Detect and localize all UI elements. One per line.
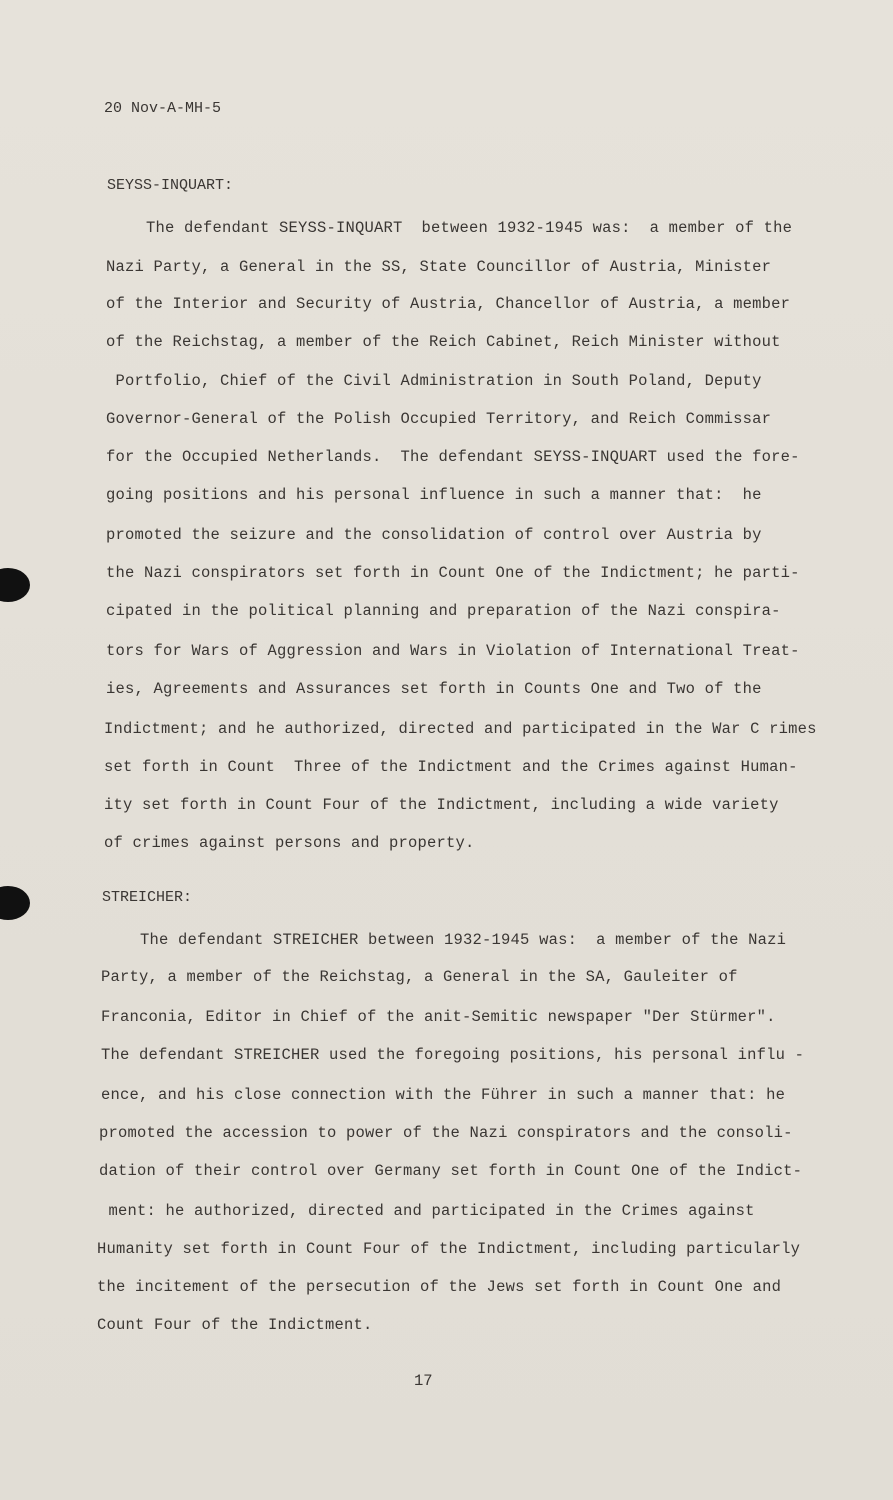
paragraph-line: promoted the accession to power of the Nazi conspirators and the consoli- <box>99 1124 793 1142</box>
paragraph-line: ence, and his close connection with the Führer in such a manner that: he <box>101 1086 786 1104</box>
paragraph-line: Count Four of the Indictment. <box>97 1316 373 1334</box>
paragraph-line: Indictment; and he authorized, directed and participated in the War C rimes <box>104 720 817 738</box>
paragraph-line: the incitement of the persecution of the Jews set forth in Count One and <box>97 1278 782 1296</box>
paragraph-line: dation of their control over Germany set forth in Count One of the Indict- <box>99 1162 803 1180</box>
paragraph-line: tors for Wars of Aggression and Wars in Violation of International Treat- <box>106 642 800 660</box>
paragraph-line: ies, Agreements and Assurances set forth in Counts One and Two of the <box>106 680 762 698</box>
paragraph-line: Humanity set forth in Count Four of the Indictment, including particularly <box>97 1240 801 1258</box>
paragraph-line: ment: he authorized, directed and participated in the Crimes against <box>99 1202 755 1220</box>
paragraph-line: Franconia, Editor in Chief of the anit-Semitic newspaper "Der Stürmer". <box>101 1008 776 1026</box>
paragraph-line: of the Interior and Security of Austria, Chancellor of Austria, a member <box>106 295 791 313</box>
paragraph-line: ity set forth in Count Four of the Indictment, including a wide variety <box>104 796 779 814</box>
paragraph-line: The defendant SEYSS-INQUART between 1932-1945 was: a member of the <box>146 219 793 237</box>
paragraph-line: for the Occupied Netherlands. The defendant SEYSS-INQUART used the fore- <box>106 448 800 466</box>
paragraph-line: Party, a member of the Reichstag, a General in the SA, Gauleiter of <box>101 968 738 986</box>
page-number: 17 <box>414 1372 433 1390</box>
paragraph-line: promoted the seizure and the consolidation of control over Austria by <box>106 526 762 544</box>
section-heading-seyss-inquart: SEYSS-INQUART: <box>107 177 234 194</box>
paragraph-line: Governor-General of the Polish Occupied Territory, and Reich Commissar <box>106 410 772 428</box>
paragraph-line: Nazi Party, a General in the SS, State Councillor of Austria, Minister <box>106 258 772 276</box>
paragraph-line: of the Reichstag, a member of the Reich Cabinet, Reich Minister without <box>106 333 781 351</box>
paragraph-line: cipated in the political planning and preparation of the Nazi conspira- <box>106 602 781 620</box>
paragraph-line: set forth in Count Three of the Indictment and the Crimes against Human- <box>104 758 798 776</box>
section-heading-streicher: STREICHER: <box>102 889 193 906</box>
paragraph-line: The defendant STREICHER used the foregoing positions, his personal influ - <box>101 1046 805 1064</box>
punch-hole-top <box>0 568 30 602</box>
paragraph-line: of crimes against persons and property. <box>104 834 475 852</box>
paragraph-line: The defendant STREICHER between 1932-1945 was: a member of the Nazi <box>140 931 787 949</box>
paragraph-line: going positions and his personal influence in such a manner that: he <box>106 486 762 504</box>
paragraph-line: the Nazi conspirators set forth in Count One of the Indictment; he parti- <box>106 564 800 582</box>
punch-hole-bottom <box>0 886 30 920</box>
document-reference: 20 Nov-A-MH-5 <box>104 100 222 117</box>
paragraph-line: Portfolio, Chief of the Civil Administration in South Poland, Deputy <box>106 372 762 390</box>
